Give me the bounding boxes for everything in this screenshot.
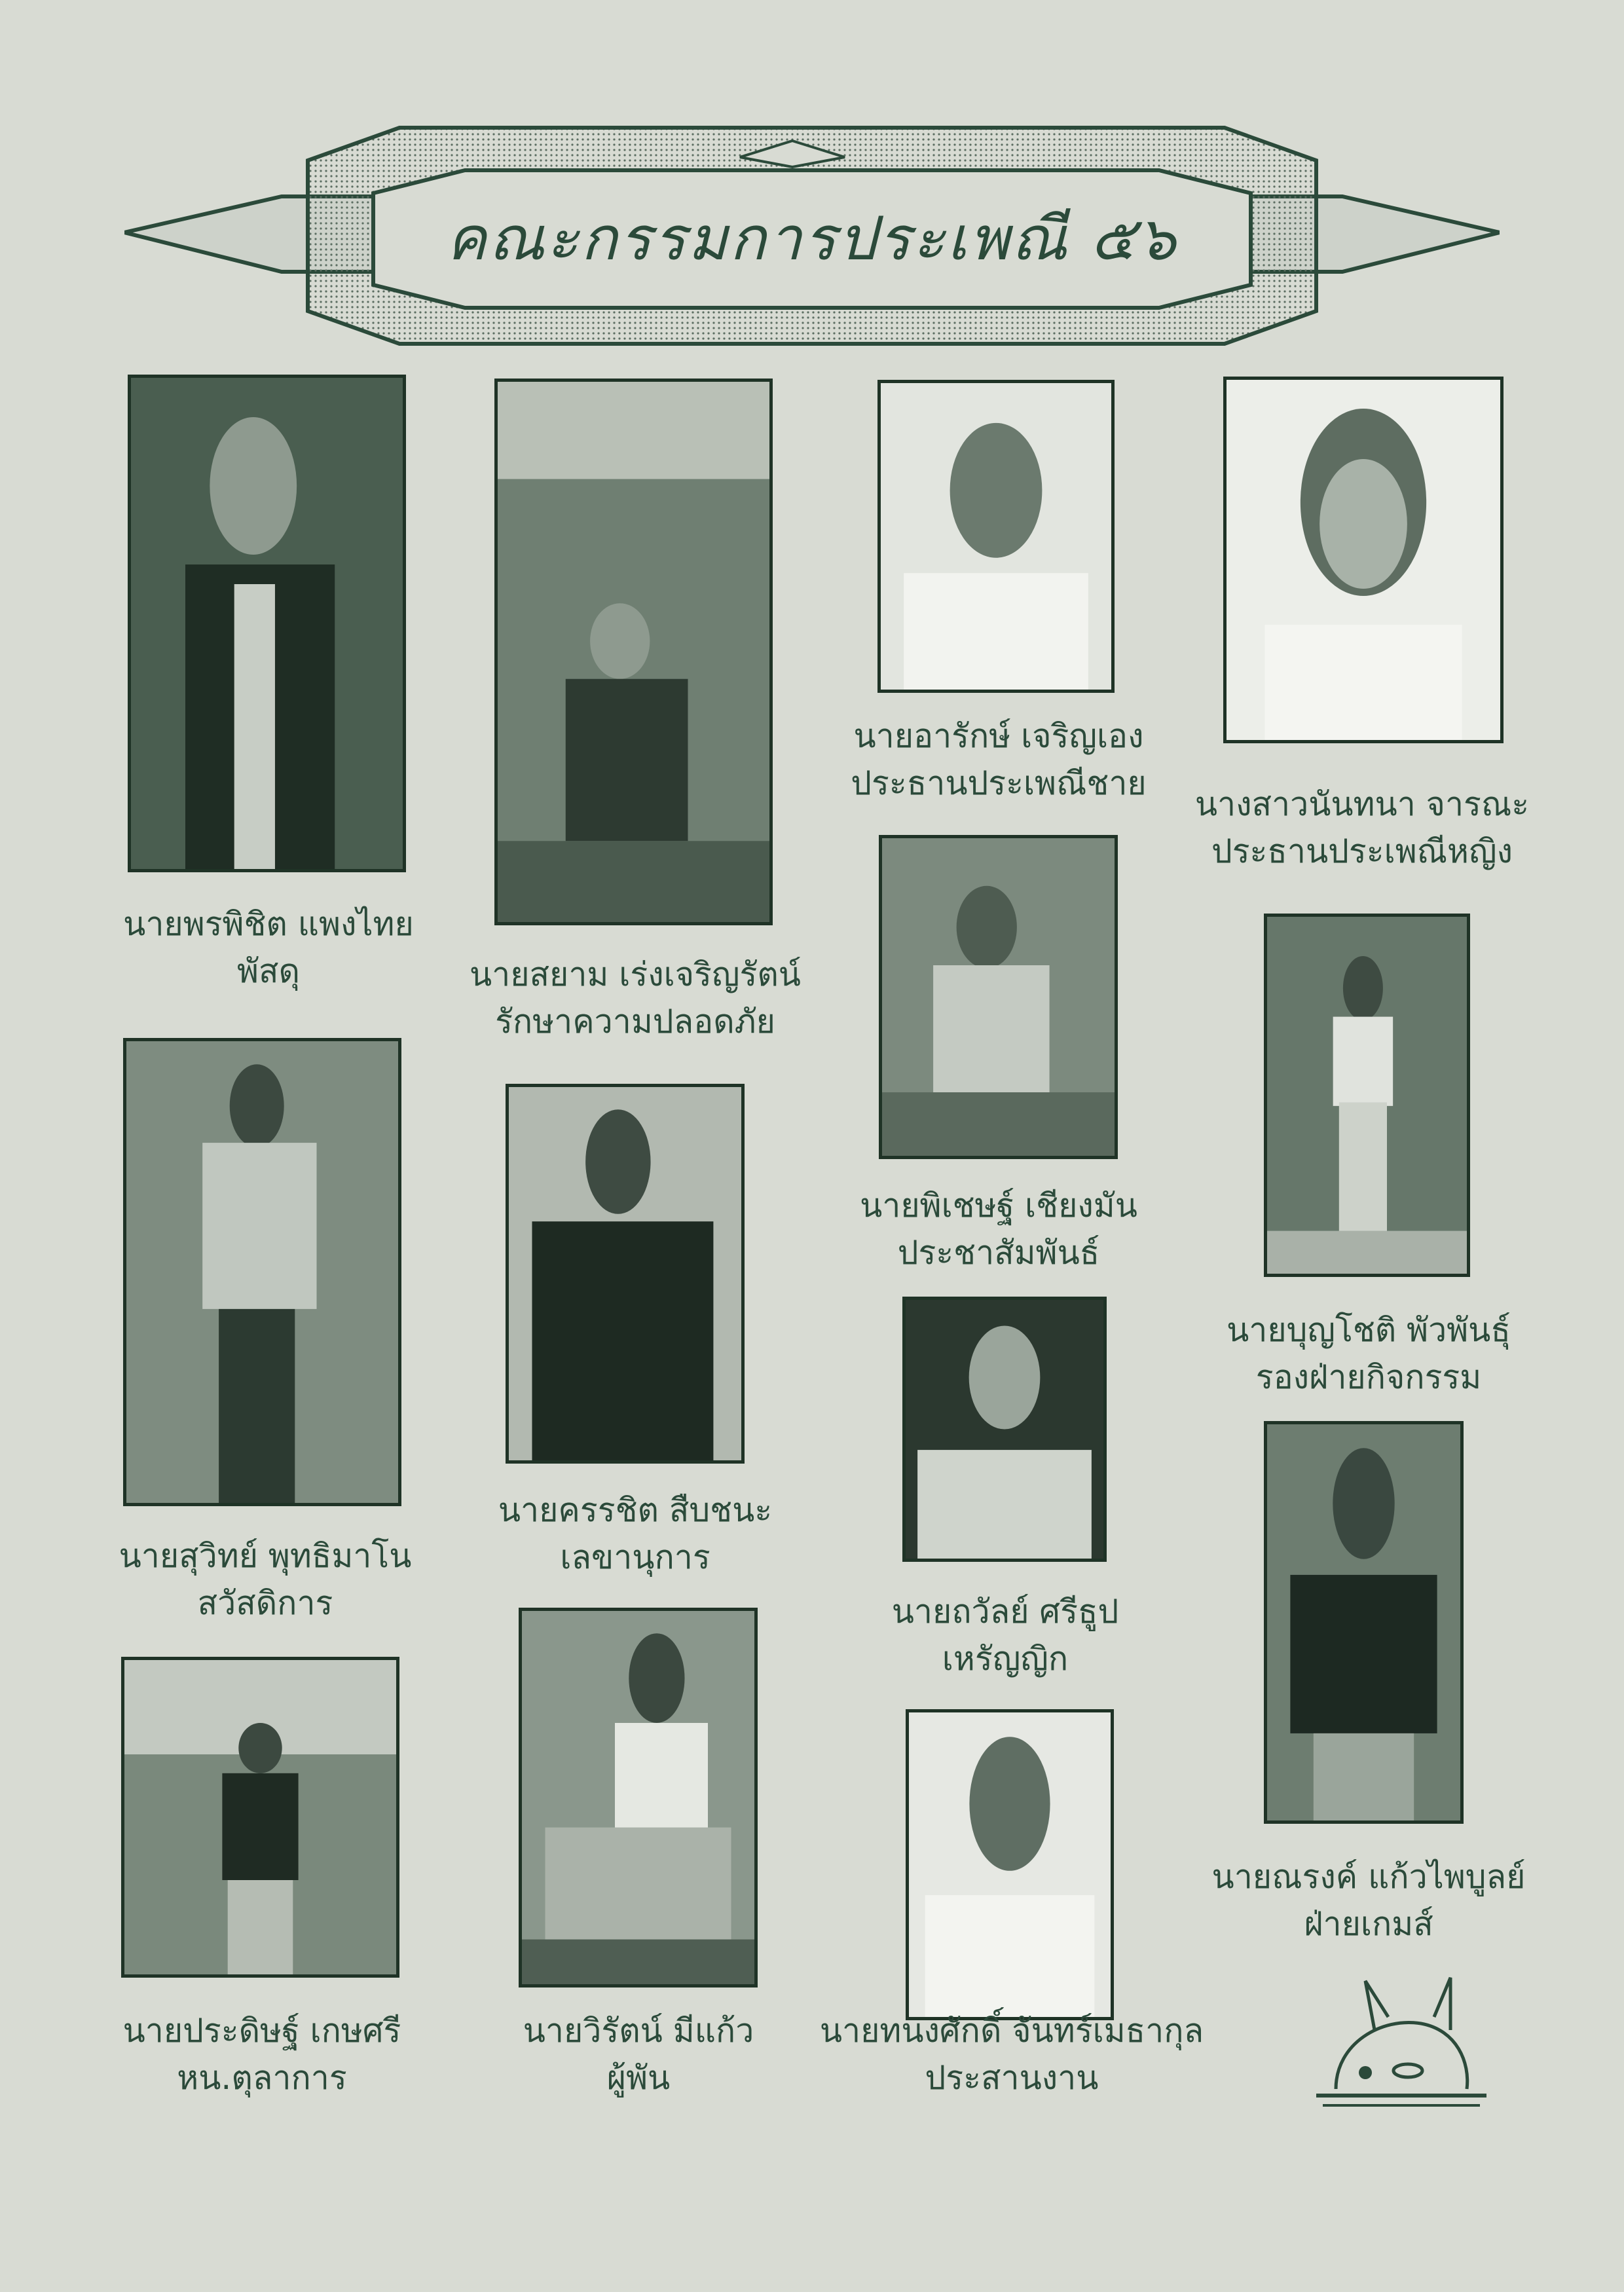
member-caption <box>92 2007 432 2101</box>
member-caption <box>1192 1306 1545 1401</box>
member-name: นายประดิษฐ์ เกษศรี <box>122 2012 401 2050</box>
member-role: เหรัญญิก <box>942 1640 1069 1678</box>
member-role: สวัสดิการ <box>197 1584 333 1622</box>
member-caption <box>825 712 1172 807</box>
member-caption <box>825 1182 1172 1276</box>
member-name: นายทนงศักดิ์ จันทร์เมธากุล <box>819 2012 1204 2050</box>
member-role: พัสดุ <box>237 952 300 990</box>
member-caption <box>805 2007 1218 2101</box>
member-caption <box>494 2007 783 2101</box>
member-role: ประชาสัมพันธ์ <box>897 1234 1100 1272</box>
member-photo <box>1264 914 1470 1277</box>
member-role: ประธานประเพณีหญิง <box>1211 832 1513 870</box>
member-photo <box>123 1038 401 1506</box>
member-role: ฝ่ายเกมส์ <box>1304 1905 1433 1943</box>
member-name: นายถวัลย์ ศรีธูป <box>891 1593 1119 1631</box>
member-name: นายสุวิทย์ พุทธิมาโน <box>119 1537 412 1575</box>
member-name: นายพรพิชิต แพงไทย <box>123 905 414 943</box>
page-title: คณะกรรมการประเพณี ๕๖ <box>446 204 1178 274</box>
member-caption <box>845 1588 1166 1682</box>
member-name: นางสาวนันทนา จารณะ <box>1194 785 1530 823</box>
member-name: นายบุญโชติ พัวพันธุ์ <box>1227 1311 1511 1349</box>
rabbit-peeking-icon <box>1310 1971 1493 2115</box>
member-caption <box>1172 781 1552 875</box>
member-name: นายครรชิต สืบชนะ <box>498 1491 773 1529</box>
member-name: นายวิรัตน์ มีแก้ว <box>523 2012 754 2050</box>
member-caption <box>1185 1853 1552 1948</box>
member-photo <box>879 835 1118 1159</box>
member-photo <box>494 379 773 925</box>
member-photo <box>906 1709 1114 2020</box>
member-name: นายพิเชษฐ์ เชียงมัน <box>860 1187 1137 1225</box>
member-name: นายสยาม เร่งเจริญรัตน์ <box>469 955 801 993</box>
member-photo <box>121 1657 399 1978</box>
member-role: ประธานประเพณีชาย <box>851 764 1147 802</box>
member-role: ผู้พัน <box>606 2059 671 2097</box>
member-photo <box>506 1084 745 1464</box>
member-caption <box>465 1487 805 1581</box>
member-photo <box>128 375 406 872</box>
member-role: เลขานุการ <box>560 1538 710 1576</box>
member-caption <box>92 1532 439 1627</box>
member-name: นายณรงค์ แก้วไพบูลย์ <box>1211 1858 1526 1896</box>
member-photo <box>1264 1421 1464 1824</box>
member-photo <box>877 380 1115 693</box>
member-name: นายอารักษ์ เจริญเอง <box>853 717 1144 755</box>
member-photo <box>902 1297 1107 1562</box>
member-role: หน.ตุลาการ <box>177 2059 347 2097</box>
member-role: รองฝ่ายกิจกรรม <box>1255 1358 1482 1396</box>
member-photo <box>1223 377 1504 743</box>
member-role: ประสานงาน <box>925 2059 1099 2097</box>
member-caption <box>439 951 832 1045</box>
member-photo <box>519 1608 758 1987</box>
member-caption <box>98 900 439 995</box>
member-role: รักษาความปลอดภัย <box>495 1003 775 1041</box>
